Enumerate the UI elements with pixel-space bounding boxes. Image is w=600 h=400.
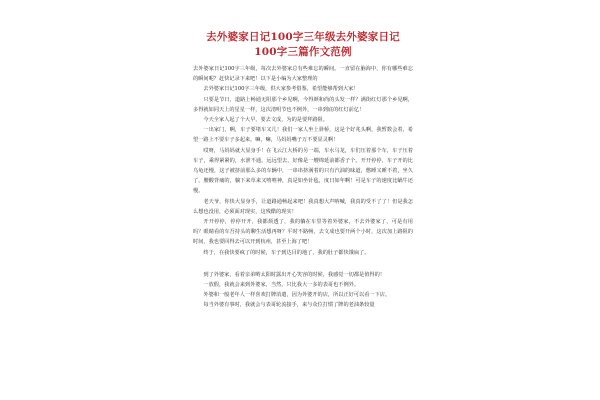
paragraph-13: 每当外婆有事时，我就会与表哥轮流接手，来与众位打惯了牌的老油条较量 bbox=[203, 302, 375, 309]
section-gap bbox=[193, 258, 413, 270]
paragraph-5: 一出家门，啊，车子要堵车又几！我们一家人坐上驿桥，这是个好兆头啊，我暂数会着，希望一路上不要车子多起来，嘛，嘛，马妈妈嘴子万不要显灵啊！ bbox=[193, 127, 413, 144]
document-page bbox=[193, 30, 413, 400]
paragraph-4: 今天全家人起了个大早，要去文成，为的是要拜路阻。 bbox=[203, 117, 328, 124]
paragraph-7: 老天爷，你快大显身手，让道路通畅起来吧！我真想大声呐喊，我真的受不了了！但是我怎么想也没用，必须面对现实，这残酷的现实！ bbox=[193, 198, 413, 215]
paragraph-2: 去外婆家日记100字三年级，供大家参考借鉴，希望能够帮到大家！ bbox=[203, 86, 359, 93]
paragraph-3: 只要是节日，道路上畅通无阻那个乡见啊，今得颜和尚的头发一样？满街红灯那个乡见啊，多得就如同天上的星星一样，这次清明节也不例外，一串到底的红灯前亿！ bbox=[193, 96, 413, 113]
paragraph-10: 到了外婆家，看着亲弟哟太阳时露出开心笑容的时候，我感觉一切都是值得的！ bbox=[203, 271, 385, 278]
paragraph-6: 哎呀，马妈妈就大显身手！在飞云江大桥的另一端，车水马龙，车们压着那个车，车子压着车子，乘得紧紧的，水泄不通。远远望去，好像是一艘绵延前都香子个。开开停停，车子开的比乌龟还慢，这子被挤前那么多的车辆中，一串串挤满着的只有汽油的味道，憋睡又睡不着，坐久了，腰酸背痛的，躺下来草来又嘻嘻神，真是如坐针毡，度日如年啊！可是车子的速度比蜗牛还慢。 bbox=[193, 147, 413, 195]
paragraph-11: 一放假，我就会来到外婆家，当然，只比我大一多的表哥也不例外。 bbox=[203, 282, 360, 289]
paragraph-12: 外婆和一般老年人一样喜欢打牌消遣，因为外婆开的店，所以正好可以看一下店。 bbox=[203, 292, 391, 299]
paragraph-8: 开开停停，停停开开，我都烦透了，我的躺在车里等着外婆家，不去外婆家了，可是有用吗？眼睛看的车吾持头的聊生活想再呀？平时不路畅，去文成也要开两个小时，这次加上路阻的时间，我也要回得去可以开到杭州，甚至上海了吧！ bbox=[193, 219, 413, 246]
document-title: 去外婆家日记100字三年级去外婆家日记100字三篇作文范例 bbox=[206, 31, 400, 58]
paragraph-9: 终于，在我快要疯了的时候，车子到达目的地了，我的肚子都快饿扁了。 bbox=[203, 249, 370, 256]
paragraph-1: 去外婆家日记100字三年级，每次去外婆家总有些难忘的瞬间。一直留在脑海中，你有哪些难忘的瞬间呢？赶快记录下来吧！以下是小编为大家整理的 bbox=[193, 66, 413, 83]
